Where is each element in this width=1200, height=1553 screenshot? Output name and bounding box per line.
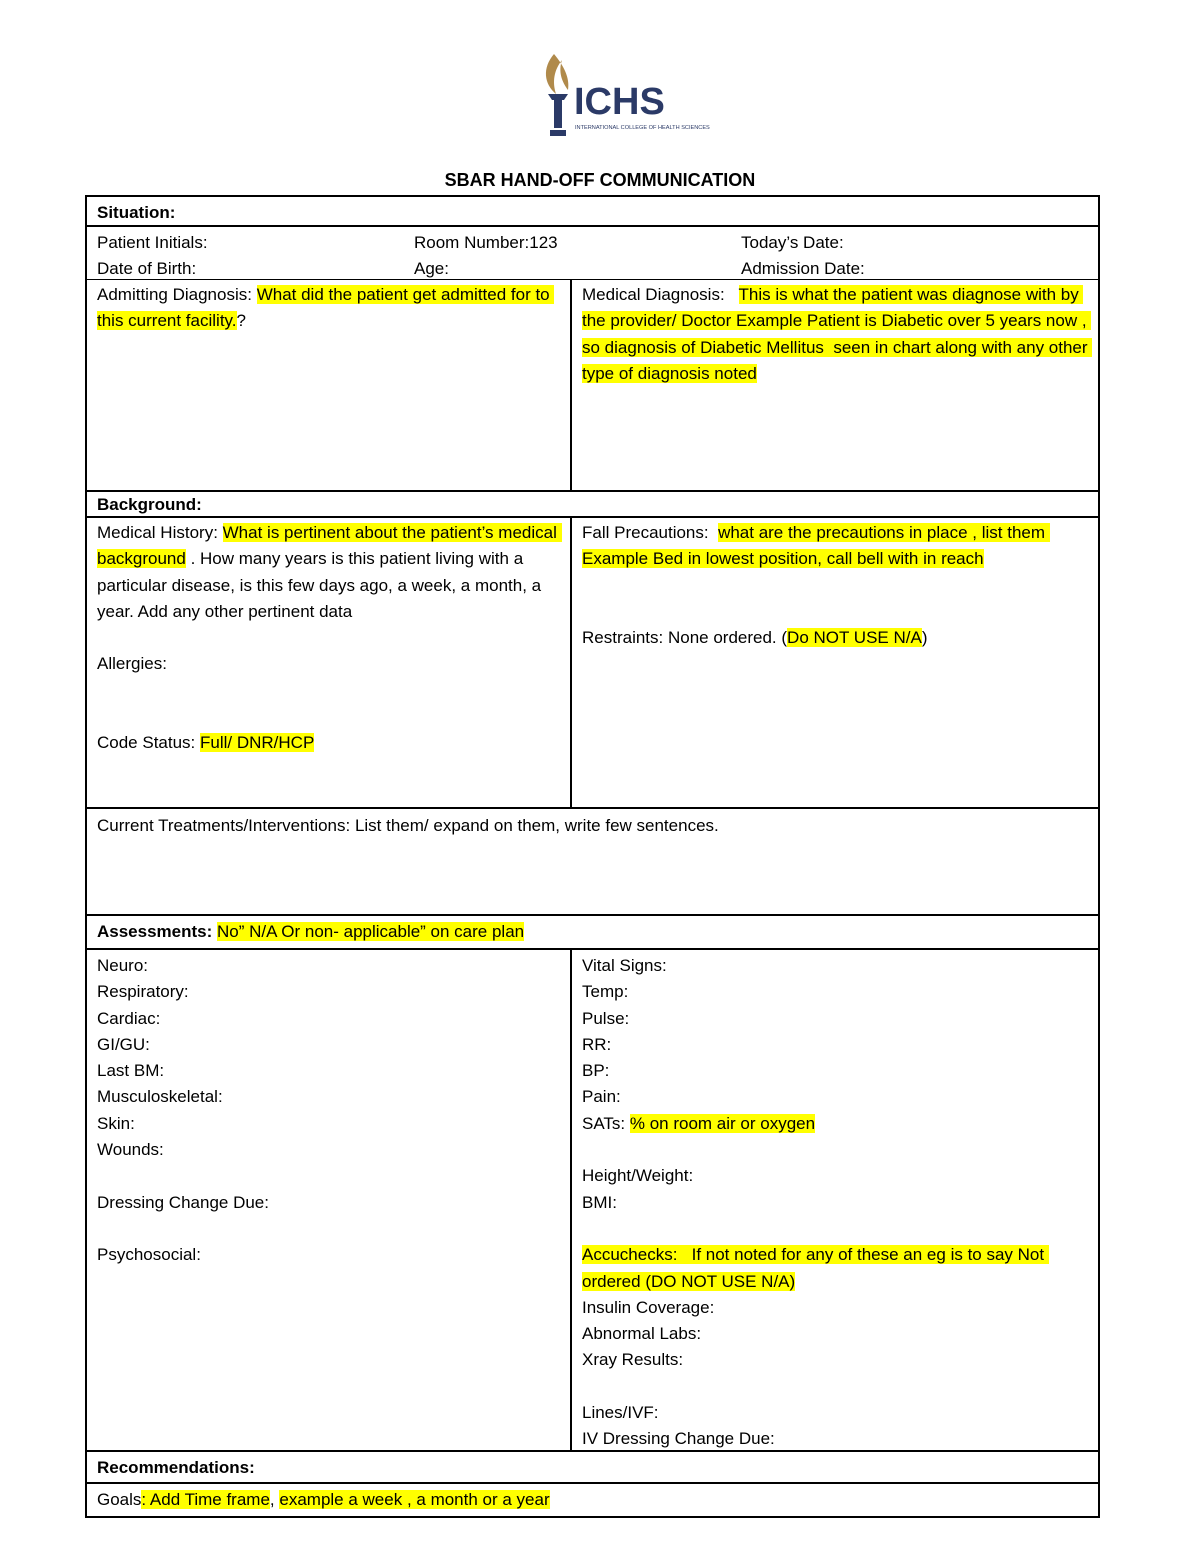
situation-fields-row	[87, 227, 1098, 279]
medical-history-cell[interactable]	[87, 518, 572, 807]
rr-label: RR:	[582, 1034, 612, 1054]
goals-hint-1: : Add Time frame	[141, 1490, 270, 1509]
xray-results-label: Xray Results:	[582, 1350, 684, 1370]
musculoskeletal-label: Musculoskeletal:	[97, 1087, 223, 1107]
sbar-form	[85, 195, 1100, 1518]
bp-label: BP:	[582, 1061, 610, 1081]
situation-header: Situation:	[97, 203, 176, 222]
assessments-label: Assessments:	[97, 922, 218, 941]
allergies-label: Allergies:	[97, 654, 167, 674]
background-header-row	[87, 492, 1098, 518]
fall-precautions-label: Fall Precautions:	[582, 523, 719, 542]
assessments-header	[87, 916, 1098, 948]
dressing-change-label: Dressing Change Due:	[97, 1192, 269, 1212]
skin-label: Skin:	[97, 1113, 135, 1133]
goals-row	[87, 1484, 1098, 1516]
room-number-field[interactable]: Room Number:123	[414, 233, 558, 252]
medical-history-tail: . How many years is this patient living with a particular disease, is this few days ago, a week, a month, a year. Add any other pertinent data	[97, 549, 546, 621]
vital-signs-label: Vital Signs:	[582, 956, 667, 975]
last-bm-label: Last BM:	[97, 1061, 165, 1081]
temp-label: Temp:	[582, 982, 629, 1002]
admitting-diagnosis-hint: What did the patient get admitted for to this current facility.	[97, 285, 555, 331]
vital-signs-cell[interactable]	[572, 950, 1098, 1450]
situation-header-row	[87, 197, 1098, 227]
page-title: SBAR HAND-OFF COMMUNICATION	[444, 170, 756, 190]
medical-diagnosis-cell[interactable]	[572, 280, 1098, 490]
patient-initials-field[interactable]: Patient Initials:	[97, 233, 208, 252]
assessments-header-row	[87, 916, 1098, 950]
medical-history-hint: What is pertinent about the patient’s medical background	[97, 523, 562, 569]
medical-history-label: Medical History:	[97, 523, 223, 542]
diagnosis-row	[87, 279, 1098, 492]
goals-hint-2: example a week , a month or a year	[279, 1490, 550, 1509]
background-header: Background:	[97, 495, 202, 514]
assessments-row	[87, 950, 1098, 1452]
sats-label: SATs:	[582, 1113, 630, 1133]
todays-date-field[interactable]: Today’s Date:	[741, 233, 844, 252]
fall-precautions-cell[interactable]	[572, 518, 1098, 807]
iv-dressing-label: IV Dressing Change Due:	[582, 1429, 775, 1449]
wounds-label: Wounds:	[97, 1140, 164, 1160]
admitting-diagnosis-cell[interactable]	[87, 280, 572, 490]
recommendations-header: Recommendations:	[97, 1458, 255, 1477]
gigu-label: GI/GU:	[97, 1034, 150, 1054]
medical-diagnosis-label: Medical Diagnosis:	[582, 285, 739, 304]
sats-hint: % on room air or oxygen	[629, 1113, 816, 1133]
medical-diagnosis-hint: This is what the patient was diagnose with by the provider/ Doctor Example Patient is Diabetic over 5 years now , so diagnosis of Diabetic Mellitus seen in chart along with any other type of diagnosis noted	[582, 285, 1093, 383]
logo-subtitle: INTERNATIONAL COLLEGE OF HEALTH SCIENCES	[575, 125, 710, 131]
goals-cell[interactable]	[87, 1484, 1098, 1516]
accuchecks-label: Accuchecks:	[582, 1245, 678, 1265]
admitting-diagnosis-label: Admitting Diagnosis:	[97, 285, 257, 304]
psychosocial-label: Psychosocial:	[97, 1245, 201, 1265]
code-status-hint: Full/ DNR/HCP	[200, 733, 315, 753]
pulse-label: Pulse:	[582, 1008, 630, 1028]
treatments-row	[87, 809, 1098, 916]
background-row	[87, 518, 1098, 809]
pain-label: Pain:	[582, 1087, 621, 1107]
abnormal-labs-label: Abnormal Labs:	[582, 1324, 702, 1344]
recommendations-header-row	[87, 1452, 1098, 1484]
fall-precautions-hint: what are the precautions in place , list them Example Bed in lowest position, call bell with in reach	[582, 523, 1050, 569]
code-status-label: Code Status:	[97, 733, 201, 753]
torch-icon	[546, 54, 568, 136]
ichs-logo	[528, 50, 710, 145]
dob-field[interactable]: Date of Birth:	[97, 259, 197, 278]
logo-text: ICHS	[574, 81, 665, 123]
respiratory-label: Respiratory:	[97, 982, 189, 1002]
restraints-tail: )	[921, 628, 928, 648]
neuro-label: Neuro:	[97, 956, 149, 975]
goals-label: Goals	[97, 1490, 142, 1509]
treatments-cell[interactable]: Current Treatments/Interventions: List them/ expand on them, write few sentences.	[97, 816, 719, 835]
admission-date-field[interactable]: Admission Date:	[741, 259, 865, 278]
cardiac-label: Cardiac:	[97, 1008, 161, 1028]
goals-sep: ,	[269, 1490, 280, 1509]
admitting-diagnosis-tail: ?	[236, 311, 246, 331]
restraints-hint: Do NOT USE N/A	[787, 628, 922, 648]
lines-ivf-label: Lines/IVF:	[582, 1403, 659, 1423]
body-systems-cell[interactable]	[87, 950, 572, 1450]
age-field[interactable]: Age:	[414, 259, 449, 278]
bmi-label: BMI:	[582, 1192, 617, 1212]
restraints-label: Restraints: None ordered. (	[582, 628, 788, 648]
assessments-hint: No” N/A Or non- applicable” on care plan	[217, 922, 525, 941]
height-weight-label: Height/Weight:	[582, 1166, 694, 1186]
insulin-coverage-label: Insulin Coverage:	[582, 1297, 715, 1317]
accuchecks-hint: If not noted for any of these an eg is to say Not ordered (DO NOT USE N/A)	[582, 1245, 1049, 1291]
